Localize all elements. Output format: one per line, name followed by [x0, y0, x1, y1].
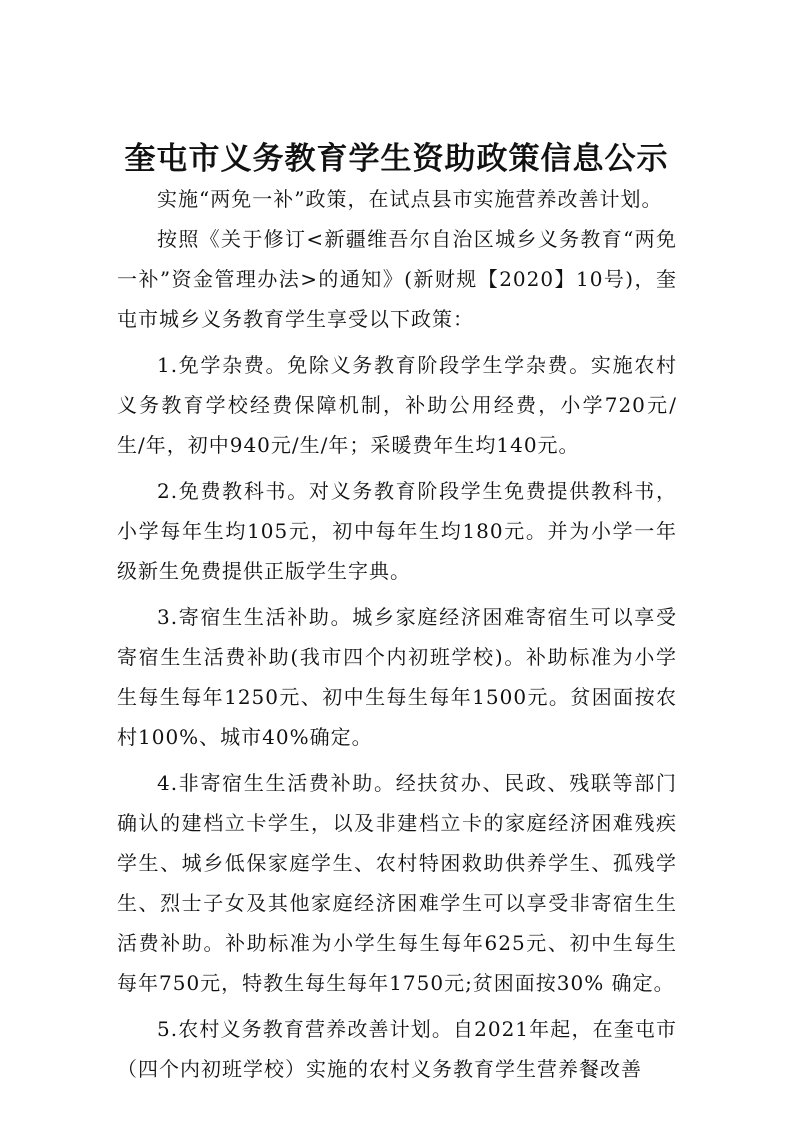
- paragraph-item-4-non-boarding-subsidy: 4.非寄宿生生活费补助。经扶贫办、民政、残联等部门确认的建档立卡学生，以及非建档立卡的家庭经济困难残疾学生、城乡低保家庭学生、农村特困救助供养学生、孤残学生、烈士子女及其他家庭经济困难学生可以享受非寄宿生生活费补助。补助标准为小学生每生每年625元、初中生每生每年750元，特教生每生每年1750元;贫困面按30% 确定。: [117, 771, 677, 995]
- paragraph-item-1-tuition-exemption: 1.免学杂费。免除义务教育阶段学生学杂费。实施农村义务教育学校经费保障机制，补助公用经费，小学720元/生/年，初中940元/生/年；采暖费年生均140元。: [117, 353, 677, 457]
- paragraph-intro: 实施“两免一补”政策，在试点县市实施营养改善计划。: [157, 187, 663, 211]
- document-title: 奎屯市义务教育学生资助政策信息公示: [124, 141, 669, 177]
- document-body: [117, 179, 677, 1089]
- paragraph-policy-basis: 按照《关于修订<新疆维吾尔自治区城乡义务教育“两免一补”资金管理办法>的通知》(新财规【2020】10号)，奎屯市城乡义务教育学生享受以下政策：: [117, 227, 677, 331]
- paragraph-item-5-nutrition-plan: 5.农村义务教育营养改善计划。自2021年起，在奎屯市（四个内初班学校）实施的农村义务教育学生营养餐改善: [117, 1017, 677, 1081]
- paragraph-item-3-boarding-subsidy: 3.寄宿生生活补助。城乡家庭经济困难寄宿生可以享受寄宿生生活费补助(我市四个内初班学校)。补助标准为小学生每生每年1250元、初中生每生每年1500元。贫困面按农村100%、城市40%确定。: [117, 605, 677, 749]
- paragraph-item-2-free-textbooks: 2.免费教科书。对义务教育阶段学生免费提供教科书，小学每年生均105元，初中每年生均180元。并为小学一年级新生免费提供正版学生字典。: [117, 479, 677, 583]
